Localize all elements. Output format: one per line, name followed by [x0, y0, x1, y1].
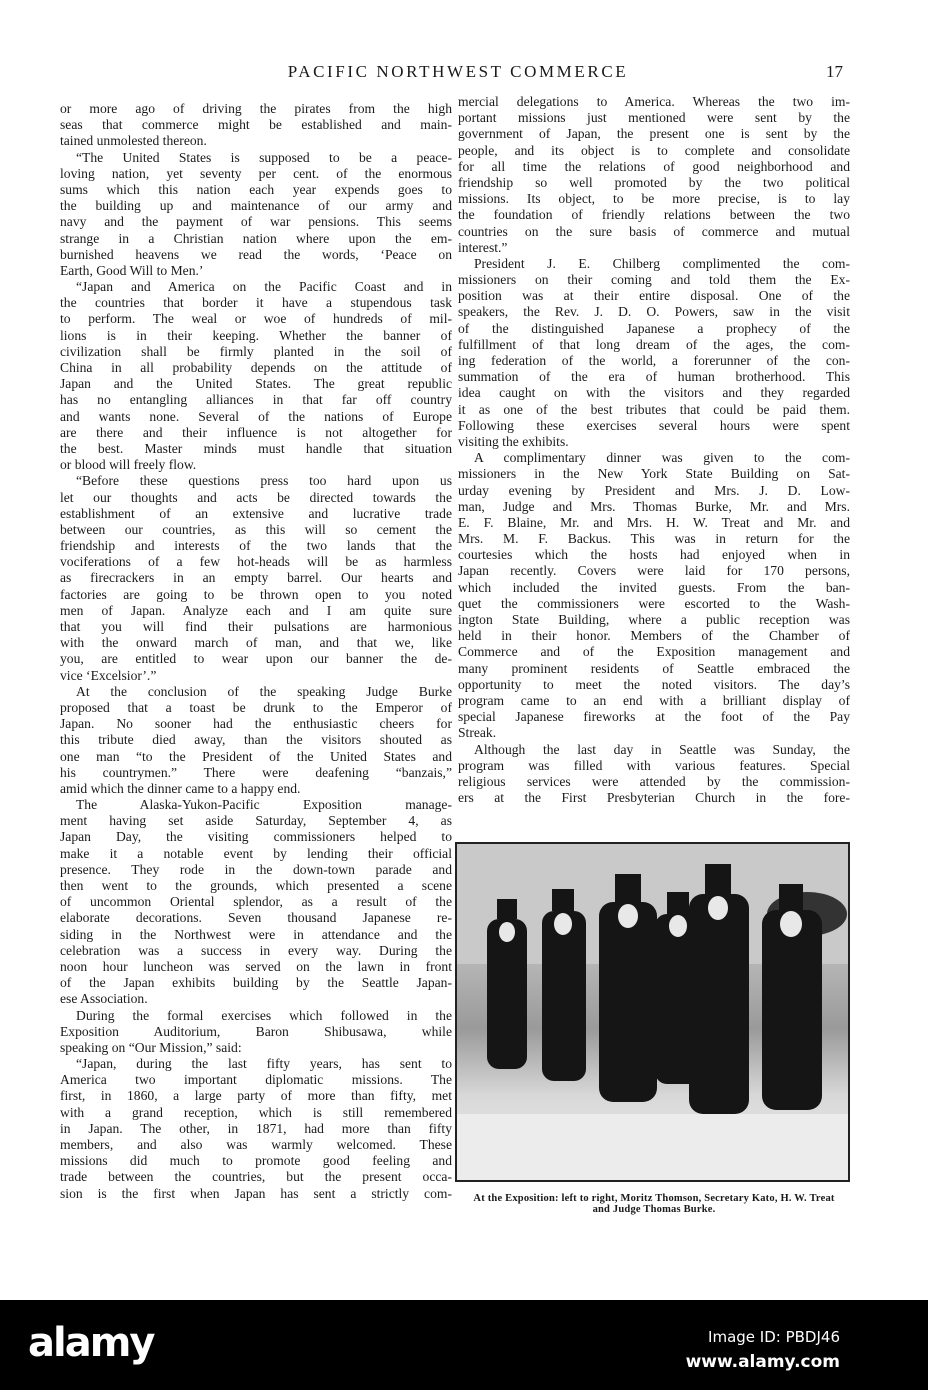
text-line: first, in 1860, a large party of more than fifty, met — [60, 1088, 452, 1104]
text-line: ing federation of the world, a forerunner of the con- — [458, 353, 850, 368]
text-line: with the onward march of man, and that we, like — [60, 635, 452, 651]
text-line: or more ago of driving the pirates from the high — [60, 101, 452, 116]
text-line: speakers, the Rev. J. D. O. Powers, saw in the visit — [458, 304, 850, 320]
paragraph — [60, 1008, 452, 1057]
text-line: urday evening by President and Mrs. J. D. Low- — [458, 482, 850, 498]
text-line: civilization shall be firmly planted in the soil of — [60, 343, 452, 359]
text-line: of the Japan exhibits building by the Seattle Japan- — [60, 975, 452, 991]
text-line: for all time the relations of good neighborhood and — [458, 158, 850, 174]
text-line: Streak. — [458, 725, 497, 741]
text-line: held in their honor. Members of the Chamber of — [458, 628, 850, 644]
text-line: speaking on “Our Mission,” said: — [60, 1039, 242, 1055]
text-line: make it a notable event by lending their official — [60, 845, 452, 861]
text-line: At the conclusion of the speaking Judge Burke — [76, 683, 452, 699]
text-line: Japan recently. Covers were laid for 170 persons, — [458, 563, 850, 579]
text-line: position was at their entire disposal. One of the — [458, 288, 850, 304]
text-line: you, are entitled to wear upon our banner the de- — [60, 651, 452, 667]
text-line: mercial delegations to America. Whereas the two im- — [458, 94, 850, 109]
text-line: men of Japan. Analyze each and I am quite sure — [60, 602, 452, 618]
text-line: trade between the countries, but the present occa- — [60, 1169, 452, 1185]
text-line: summation of the era of human brotherhood. This — [458, 369, 850, 385]
text-line: Japan. No sooner had the enthusiastic cheers for — [60, 716, 452, 732]
text-line: religious services were attended by the commission- — [458, 773, 850, 789]
photograph-exposition-procession — [455, 842, 850, 1182]
text-line: missions. Its object, to be more precise, is to lay — [458, 191, 850, 207]
alamy-logo: alamy — [28, 1320, 154, 1366]
text-line: program came to an end with a brilliant display of — [458, 692, 850, 708]
watermark-banner — [0, 1300, 928, 1390]
text-line: establishment of an extensive and lucrative trade — [60, 505, 452, 521]
text-line: proposed that a toast be drunk to the Emperor of — [60, 699, 452, 715]
paragraph — [458, 94, 850, 256]
text-line: are there and their influence is not altogether for — [60, 424, 452, 440]
text-line: missioners in the New York State Building on Sat- — [458, 466, 850, 482]
image-id-label: Image ID: PBDJ46 — [708, 1328, 840, 1346]
text-line: the countries that border it have a stupendous task — [60, 295, 452, 311]
text-line: The Alaska-Yukon-Pacific Exposition manage- — [76, 797, 452, 813]
text-line: loving nation, yet seventy per cent. of the enormous — [60, 165, 452, 181]
text-line: “Before these questions press too hard upon us — [76, 473, 452, 489]
text-line: sums which this nation each year expends goes to — [60, 181, 452, 197]
paragraph — [458, 450, 850, 741]
text-line: vociferations of a few hot-heads will be as harmless — [60, 554, 452, 570]
text-line: his countrymen.” There were deafening “banzais,” — [60, 764, 452, 780]
caption-line: At the Exposition: left to right, Moritz Thomson, Secretary Kato, H. W. Treat — [473, 1193, 835, 1204]
text-line: President J. E. Chilberg complimented the com- — [474, 255, 850, 271]
text-line: Japan and the United States. The great republic — [60, 376, 452, 392]
text-line: Commerce and of the Exposition management and — [458, 644, 850, 660]
publication-title: PACIFIC NORTHWEST COMMERCE — [287, 62, 629, 81]
text-line: strange in a Christian nation where upon the em- — [60, 230, 452, 246]
text-line: missions did much to promote good feeling and — [60, 1153, 452, 1169]
right-column — [458, 94, 850, 806]
text-line: navy and the payment of war pensions. This seems — [60, 214, 452, 230]
paragraph — [458, 256, 850, 450]
text-line: A complimentary dinner was given to the com- — [474, 450, 850, 466]
text-line: China in all probability depends on the attitude of — [60, 360, 452, 375]
text-line: in Japan. The other, in 1871, had more than fifty — [60, 1120, 452, 1136]
text-line: countries on the sure basis of commerce and mutual — [458, 223, 850, 239]
text-line: opportunity to meet the noted visitors. The day’s — [458, 676, 850, 692]
text-line: the foundation of friendly relations between the two — [458, 207, 850, 223]
photo-caption — [455, 1193, 853, 1215]
caption-line: and Judge Thomas Burke. — [592, 1204, 716, 1215]
text-line: and wants none. Several of the nations of Europe — [60, 408, 452, 424]
left-column — [60, 101, 452, 1202]
text-line: factories are going to be thrown open to you noted — [60, 586, 452, 602]
text-line: people, and its object is to complete and consolidate — [458, 142, 850, 158]
text-line: burnished heavens we read the words, ‘Peace on — [60, 246, 452, 262]
text-line: celebration was a success in every way. During the — [60, 942, 452, 958]
site-url: www.alamy.com — [685, 1352, 840, 1372]
text-line: “Japan and America on the Pacific Coast and in — [76, 279, 452, 295]
text-line: or blood will freely flow. — [60, 457, 197, 473]
text-line: one man “to the President of the United States and — [60, 748, 452, 764]
text-line: the best. Master minds must handle that situation — [60, 440, 452, 456]
text-line: man, Judge and Mrs. Thomas Burke, Mr. and Mrs. — [458, 498, 850, 514]
text-line: elaborate decorations. Seven thousand Japanese re- — [60, 910, 452, 926]
text-line: courtesies which the hosts had enjoyed when in — [458, 547, 850, 563]
text-line: sion is the first when Japan has sent a strictly com- — [60, 1185, 452, 1201]
paragraph — [60, 473, 452, 683]
text-line: amid which the dinner came to a happy end. — [60, 780, 301, 796]
text-line: many prominent residents of Seattle embraced the — [458, 660, 850, 676]
text-line: Earth, Good Will to Men.’ — [60, 262, 204, 278]
text-line: vice ‘Excelsior’.” — [60, 667, 157, 683]
text-line: E. F. Blaine, Mr. and Mrs. H. W. Treat and Mr. and — [458, 514, 850, 530]
text-line: quet the commissioners were escorted to the Wash- — [458, 595, 850, 611]
paragraph — [60, 684, 452, 797]
photo-illustration — [457, 844, 848, 1180]
text-line: let our thoughts and acts be directed towards the — [60, 489, 452, 505]
text-line: visiting the exhibits. — [458, 433, 569, 449]
text-line: of uncommon Oriental splendor, as a result of the — [60, 894, 452, 910]
running-header — [0, 62, 928, 84]
text-line: Exposition Auditorium, Baron Shibusawa, while — [60, 1023, 452, 1039]
page-number: 17 — [826, 62, 843, 81]
paragraph — [60, 1056, 452, 1202]
text-line: it as one of the best tributes that could be paid them. — [458, 401, 850, 417]
paragraph — [60, 150, 452, 280]
text-line: presence. They rode in the down-town parade and — [60, 861, 452, 877]
text-line: with a grand reception, which is still remembered — [60, 1104, 452, 1120]
text-line: noon hour luncheon was served on the lawn in front — [60, 958, 452, 974]
text-line: portant missions just mentioned were sent by the — [458, 110, 850, 126]
text-line: program was filled with various features. Special — [458, 757, 850, 773]
text-line: seas that commerce might be established and main- — [60, 117, 452, 133]
text-line: Mrs. M. F. Backus. This was in return for the — [458, 531, 850, 547]
text-line: tained unmolested thereon. — [60, 133, 207, 149]
text-line: missioners on their coming and told them the Ex- — [458, 272, 850, 288]
text-line: Japan Day, the visiting commissioners helped to — [60, 829, 452, 845]
text-line: between our countries, as this will so cement the — [60, 521, 452, 537]
text-line: to perform. The weal or woe of hundreds of mil- — [60, 311, 452, 327]
text-line: “Japan, during the last fifty years, has sent to — [76, 1056, 452, 1072]
text-line: America two important diplomatic missions. The — [60, 1072, 452, 1088]
text-line: fulfillment of that long dream of the ages, the com- — [458, 336, 850, 352]
text-line: lions is in their keeping. Whether the banner of — [60, 327, 452, 343]
text-line: this tribute died away, than the visitors shouted as — [60, 732, 452, 748]
text-line: that you will find their pulsations are harmonious — [60, 619, 452, 634]
text-line: ers at the First Presbyterian Church in the fore- — [458, 790, 850, 806]
text-line: of the distinguished Japanese a prophecy of the — [458, 320, 850, 336]
text-line: friendship and interests of the two lands that the — [60, 538, 452, 554]
text-line: idea caught on with the visitors and they regarded — [458, 385, 850, 401]
paragraph — [60, 101, 452, 150]
paragraph — [60, 797, 452, 1007]
text-line: ington State Building, where a public reception was — [458, 612, 850, 627]
text-line: siding in the Northwest were in attendance and the — [60, 926, 452, 942]
paragraph — [60, 279, 452, 473]
text-line: the building up and maintenance of our army and — [60, 198, 452, 214]
text-line: has no entangling alliances in that far off country — [60, 392, 452, 408]
paragraph — [458, 742, 850, 807]
text-line: friendship so well promoted by the two political — [458, 174, 850, 190]
text-line: “The United States is supposed to be a peace- — [76, 149, 452, 165]
text-line: members, and also was warmly welcomed. These — [60, 1137, 452, 1152]
text-line: special Japanese fireworks at the foot of the Pay — [458, 709, 850, 725]
text-line: as firecrackers in an empty barrel. Our hearts and — [60, 570, 452, 586]
text-line: ese Association. — [60, 991, 148, 1007]
text-line: government of Japan, the present one is sent by the — [458, 126, 850, 142]
text-line: interest.” — [458, 239, 508, 255]
text-line: During the formal exercises which followed in the — [76, 1007, 452, 1023]
text-line: Although the last day in Seattle was Sunday, the — [474, 741, 850, 757]
text-line: ment having set aside Saturday, September 4, as — [60, 813, 452, 829]
text-line: Following these exercises several hours were spent — [458, 417, 850, 433]
text-line: then went to the grounds, which presented a scene — [60, 878, 452, 893]
text-line: which included the invited guests. From the ban- — [458, 579, 850, 595]
